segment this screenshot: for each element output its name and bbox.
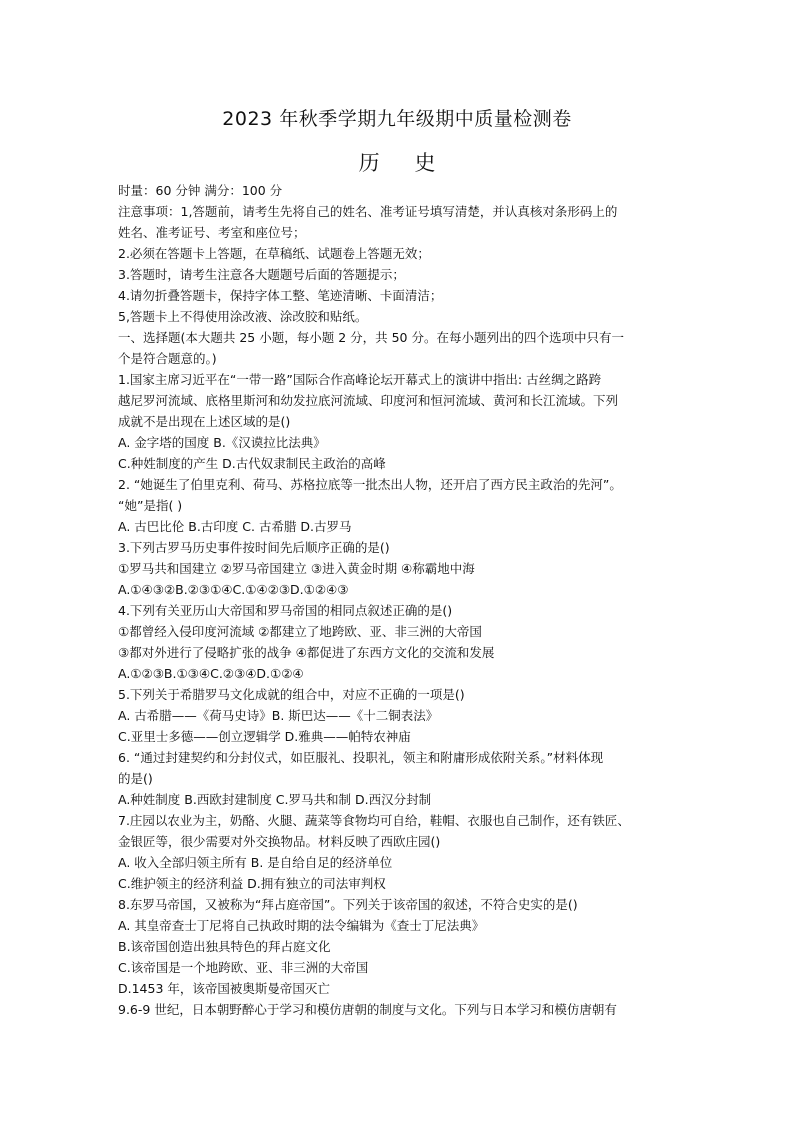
text-line: 越尼罗河流域、底格里斯河和幼发拉底河流域、印度河和恒河流域、黄河和长江流域。下列 xyxy=(118,393,619,408)
text-line: 的是() xyxy=(118,771,153,786)
text-line: 9.6-9 世纪，日本朝野醉心于学习和模仿唐朝的制度与文化。下列与日本学习和模仿唐朝有 xyxy=(118,1002,617,1017)
text-line: A. 古希腊——《荷马史诗》B. 斯巴达——《十二铜表法》 xyxy=(118,708,439,723)
text-line: 1.国家主席习近平在“一带一路”国际合作高峰论坛开幕式上的演讲中指出: 古丝绸之路跨 xyxy=(118,372,602,387)
text-line: ①罗马共和国建立 ②罗马帝国建立 ③进入黄金时期 ④称霸地中海 xyxy=(118,561,475,576)
text-line: 5,答题卡上不得使用涂改液、涂改胶和贴纸。 xyxy=(118,309,368,324)
text-line: C.该帝国是一个地跨欧、亚、非三洲的大帝国 xyxy=(118,960,369,975)
text-line: 2. “她诞生了伯里克利、荷马、苏格拉底等一批杰出人物，还开启了西方民主政治的先河”。 xyxy=(118,477,622,492)
text-line: 3.答题时，请考生注意各大题题号后面的答题提示； xyxy=(118,267,405,282)
text-line: 5.下列关于希腊罗马文化成就的组合中，对应不正确的一项是() xyxy=(118,687,465,702)
text-line: ③都对外进行了侵略扩张的战争 ④都促进了东西方文化的交流和发展 xyxy=(118,645,495,660)
text-line: A. 古巴比伦 B.古印度 C. 古希腊 D.古罗马 xyxy=(118,519,352,534)
text-line: A.①②③B.①③④C.②③④D.①②④ xyxy=(118,666,304,681)
text-line: 8.东罗马帝国，又被称为“拜占庭帝国”。下列关于该帝国的叙述，不符合史实的是() xyxy=(118,897,578,912)
text-line: ①都曾经入侵印度河流域 ②都建立了地跨欧、亚、非三洲的大帝国 xyxy=(118,624,482,639)
text-line: A. 金字塔的国度 B.《汉谟拉比法典》 xyxy=(118,435,326,450)
text-line: 3.下列古罗马历史事件按时间先后顺序正确的是() xyxy=(118,540,390,555)
text-line: C.维护领主的经济利益 D.拥有独立的司法审判权 xyxy=(118,876,386,891)
text-line: 4.下列有关亚历山大帝国和罗马帝国的相同点叙述正确的是() xyxy=(118,603,453,618)
text-line: 6. “通过封建契约和分封仪式，如臣服礼、投职礼，领主和附庸形成依附关系。”材料体现 xyxy=(118,750,604,765)
text-line: C.亚里士多德——创立逻辑学 D.雅典——帕特农神庙 xyxy=(118,729,411,744)
exam-body xyxy=(118,180,718,1020)
text-line: 7.庄园以农业为主，奶酪、火腿、蔬菜等食物均可自给，鞋帽、衣服也自己制作，还有铁匠、 xyxy=(118,813,630,828)
text-line: 时量：60 分钟 满分：100 分 xyxy=(118,183,283,198)
text-line: 姓名、准考证号、考室和座位号； xyxy=(118,225,306,240)
text-line: A. 收入全部归领主所有 B. 是自给自足的经济单位 xyxy=(118,855,393,870)
text-line: 金银匠等，很少需要对外交换物品。材料反映了西欧庄园() xyxy=(118,834,441,849)
text-line: D.1453 年，该帝国被奥斯曼帝国灭亡 xyxy=(118,981,330,996)
text-line: C.种姓制度的产生 D.古代奴隶制民主政治的高峰 xyxy=(118,456,386,471)
text-line: “她”是指( ) xyxy=(118,498,183,513)
text-line: 个是符合题意的。) xyxy=(118,351,217,366)
text-line: 注意事项：1,答题前，请考生先将自己的姓名、准考证号填写清楚，并认真核对条形码上的 xyxy=(118,204,618,219)
text-line: A.种姓制度 B.西欧封建制度 C.罗马共和制 D.西汉分封制 xyxy=(118,792,432,807)
text-line: A. 其皇帝查士丁尼将自己执政时期的法令编辑为《查士丁尼法典》 xyxy=(118,918,485,933)
text-line: 2.必须在答题卡上答题，在草稿纸、试题卷上答题无效； xyxy=(118,246,430,261)
text-line: 成就不是出现在上述区域的是() xyxy=(118,414,291,429)
exam-subject: 历 史 xyxy=(358,151,450,175)
text-line: B.该帝国创造出独具特色的拜占庭文化 xyxy=(118,939,331,954)
exam-title: 2023 年秋季学期九年级期中质量检测卷 xyxy=(222,108,572,130)
text-line: 4.请勿折叠答题卡，保持字体工整、笔迹清晰、卡面清洁； xyxy=(118,288,443,303)
text-line: A.①④③②B.②③①④C.①④②③D.①②④③ xyxy=(118,582,349,597)
text-line: 一、选择题(本大题共 25 小题，每小题 2 分，共 50 分。在每小题列出的四个选项中只有一 xyxy=(118,330,624,345)
